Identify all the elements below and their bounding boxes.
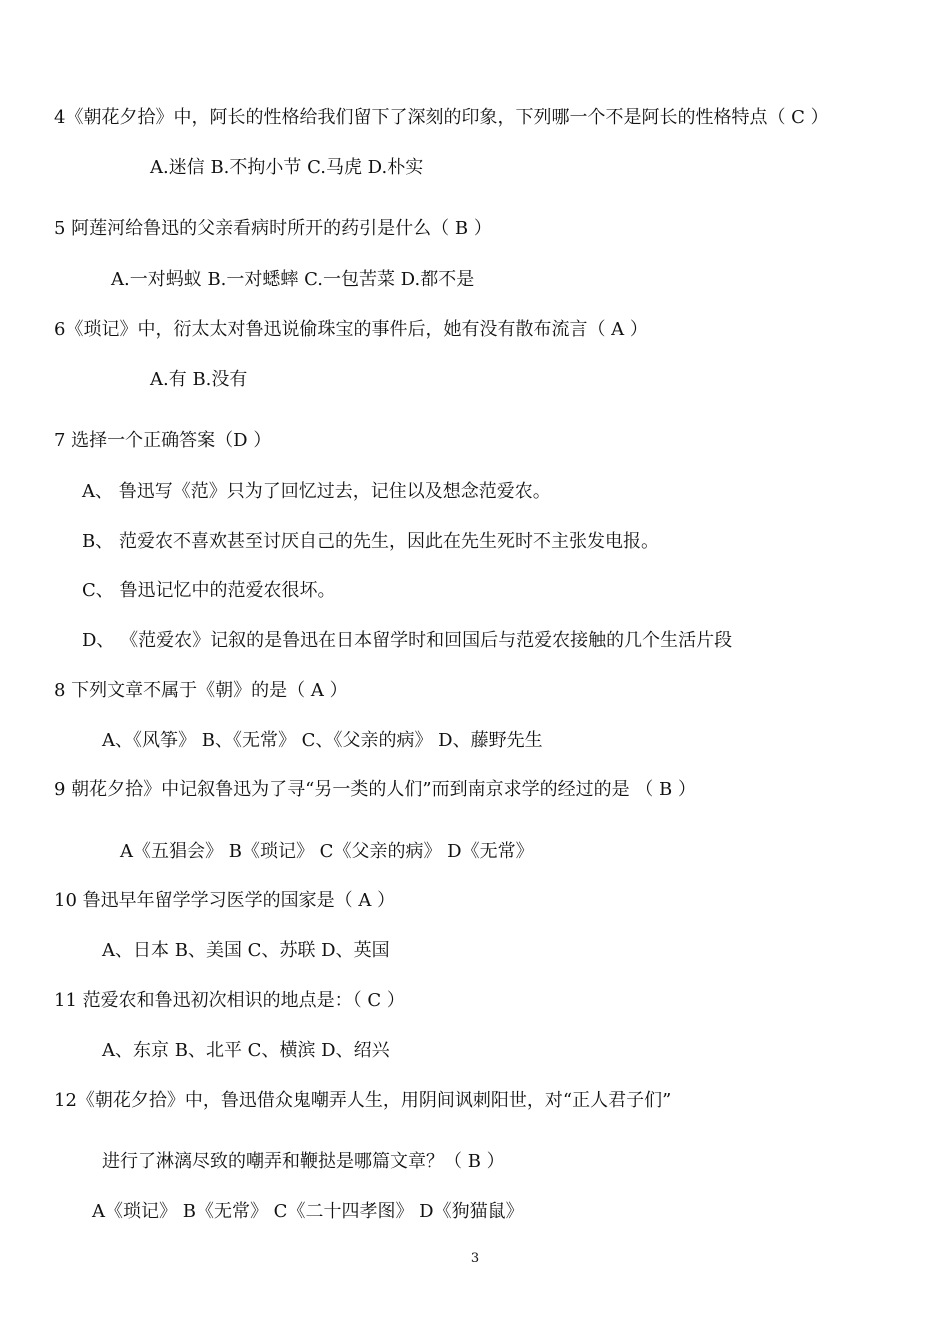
question-7-option-b: B、 范爱农不喜欢甚至讨厌自己的先生，因此在先生死时不主张发电报。 [82,531,659,552]
question-4-stem: 4《朝花夕拾》中，阿长的性格给我们留下了深刻的印象，下列哪一个不是阿长的性格特点（ C ） [54,107,829,128]
page-number: 3 [470,1251,480,1266]
question-6-options: A.有 B.没有 [150,369,248,390]
question-8-stem: 8 下列文章不属于《朝》的是（ A ） [54,680,348,701]
question-12-stem: 12《朝花夕拾》中，鲁迅借众鬼嘲弄人生，用阴间讽刺阳世，对“正人君子们” [54,1090,672,1111]
question-10-stem: 10 鲁迅早年留学学习医学的国家是（ A ） [54,890,396,911]
question-6-stem: 6《琐记》中，衍太太对鲁迅说偷珠宝的事件后，她有没有散布流言（ A ） [54,319,648,340]
question-9-options: A《五猖会》 B《琐记》 C《父亲的病》 D《无常》 [120,841,534,862]
question-11-stem: 11 范爱农和鲁迅初次相识的地点是：（ C ） [54,990,405,1011]
question-7-option-c: C、 鲁迅记忆中的范爱农很坏。 [82,580,336,601]
question-12-options: A《琐记》 B《无常》 C《二十四孝图》 D《狗猫鼠》 [92,1201,524,1222]
question-8-options: A、《风筝》 B、《无常》 C、《父亲的病》 D、藤野先生 [102,730,543,751]
question-4-options: A.迷信 B.不拘小节 C.马虎 D.朴实 [150,157,424,178]
question-9-stem: 9 朝花夕拾》中记叙鲁迅为了寻“另一类的人们”而到南京求学的经过的是 （ B ） [54,779,696,800]
question-11-options: A、东京 B、北平 C、横滨 D、绍兴 [102,1040,390,1061]
question-7-option-d: D、 《范爱农》记叙的是鲁迅在日本留学时和回国后与范爱农接触的几个生活片段 [82,630,733,651]
question-5-stem: 5 阿莲河给鲁迅的父亲看病时所开的药引是什么（ B ） [54,218,492,239]
question-7-option-a: A、 鲁迅写《范》只为了回忆过去，记住以及想念范爱农。 [82,481,551,502]
question-5-options: A.一对蚂蚁 B.一对蟋蟀 C.一包苦菜 D.都不是 [111,269,475,290]
question-10-options: A、日本 B、美国 C、苏联 D、英国 [102,940,390,961]
question-12-continuation: 进行了淋漓尽致的嘲弄和鞭挞是哪篇文章？（ B ） [102,1151,505,1172]
question-7-stem: 7 选择一个正确答案（D ） [54,430,272,451]
